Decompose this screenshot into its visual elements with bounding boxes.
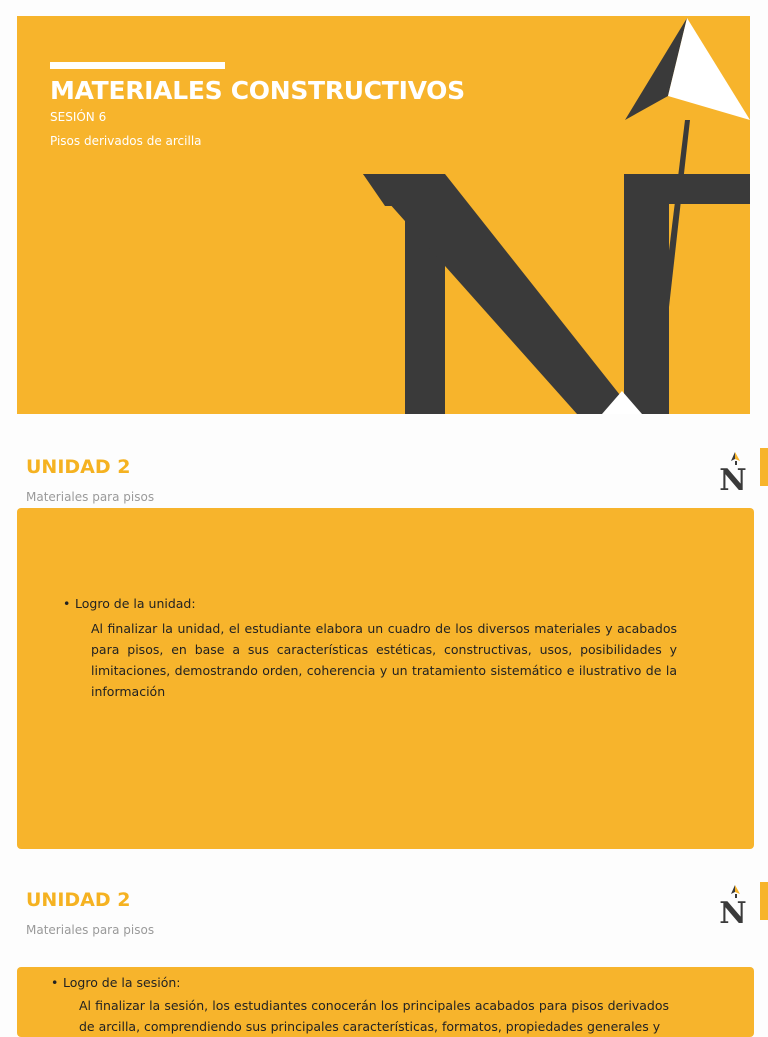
unit-subtitle: Materiales para pisos: [26, 923, 155, 937]
svg-text:N: N: [719, 463, 747, 494]
unit-subtitle: Materiales para pisos: [26, 490, 155, 504]
bullet-label: Logro de la sesión:: [63, 975, 181, 990]
content-card: [17, 508, 754, 849]
session-label: SESIÓN 6: [50, 110, 107, 124]
title-accent-bar: [50, 62, 225, 69]
list-item: [51, 975, 181, 990]
slide-edge-tab: [760, 448, 768, 486]
title-slide: [17, 16, 750, 414]
unit-heading: UNIDAD 2: [26, 889, 131, 911]
content-card: [17, 967, 754, 1037]
unit-achievement-text: Al finalizar la unidad, el estudiante elabora un cuadro de los diversos materiales y acabados para pisos, en base a sus características estéticas, constructivas, usos, posibilidades y limitaciones, demostrando orden, coherencia y un tratamiento sistemático e ilustrativo de la información: [91, 621, 677, 699]
session-subtitle: Pisos derivados de arcilla: [50, 134, 202, 148]
page-title: MATERIALES CONSTRUCTIVOS: [50, 76, 465, 105]
session-achievement-text: Al finalizar la sesión, los estudiantes conocerán los principales acabados para pisos derivados de arcilla, comprendiendo sus principales características, formatos, propiedades generales y: [79, 998, 669, 1034]
list-item: [63, 596, 196, 611]
bullet-icon: •: [63, 596, 71, 611]
university-logo-icon: [716, 883, 752, 927]
bullet-icon: •: [51, 975, 59, 990]
bullet-label: Logro de la unidad:: [75, 596, 196, 611]
svg-text:N: N: [719, 896, 747, 927]
slide-edge-tab: [760, 882, 768, 920]
university-logo-icon: [716, 450, 752, 494]
unit-heading: UNIDAD 2: [26, 456, 131, 478]
